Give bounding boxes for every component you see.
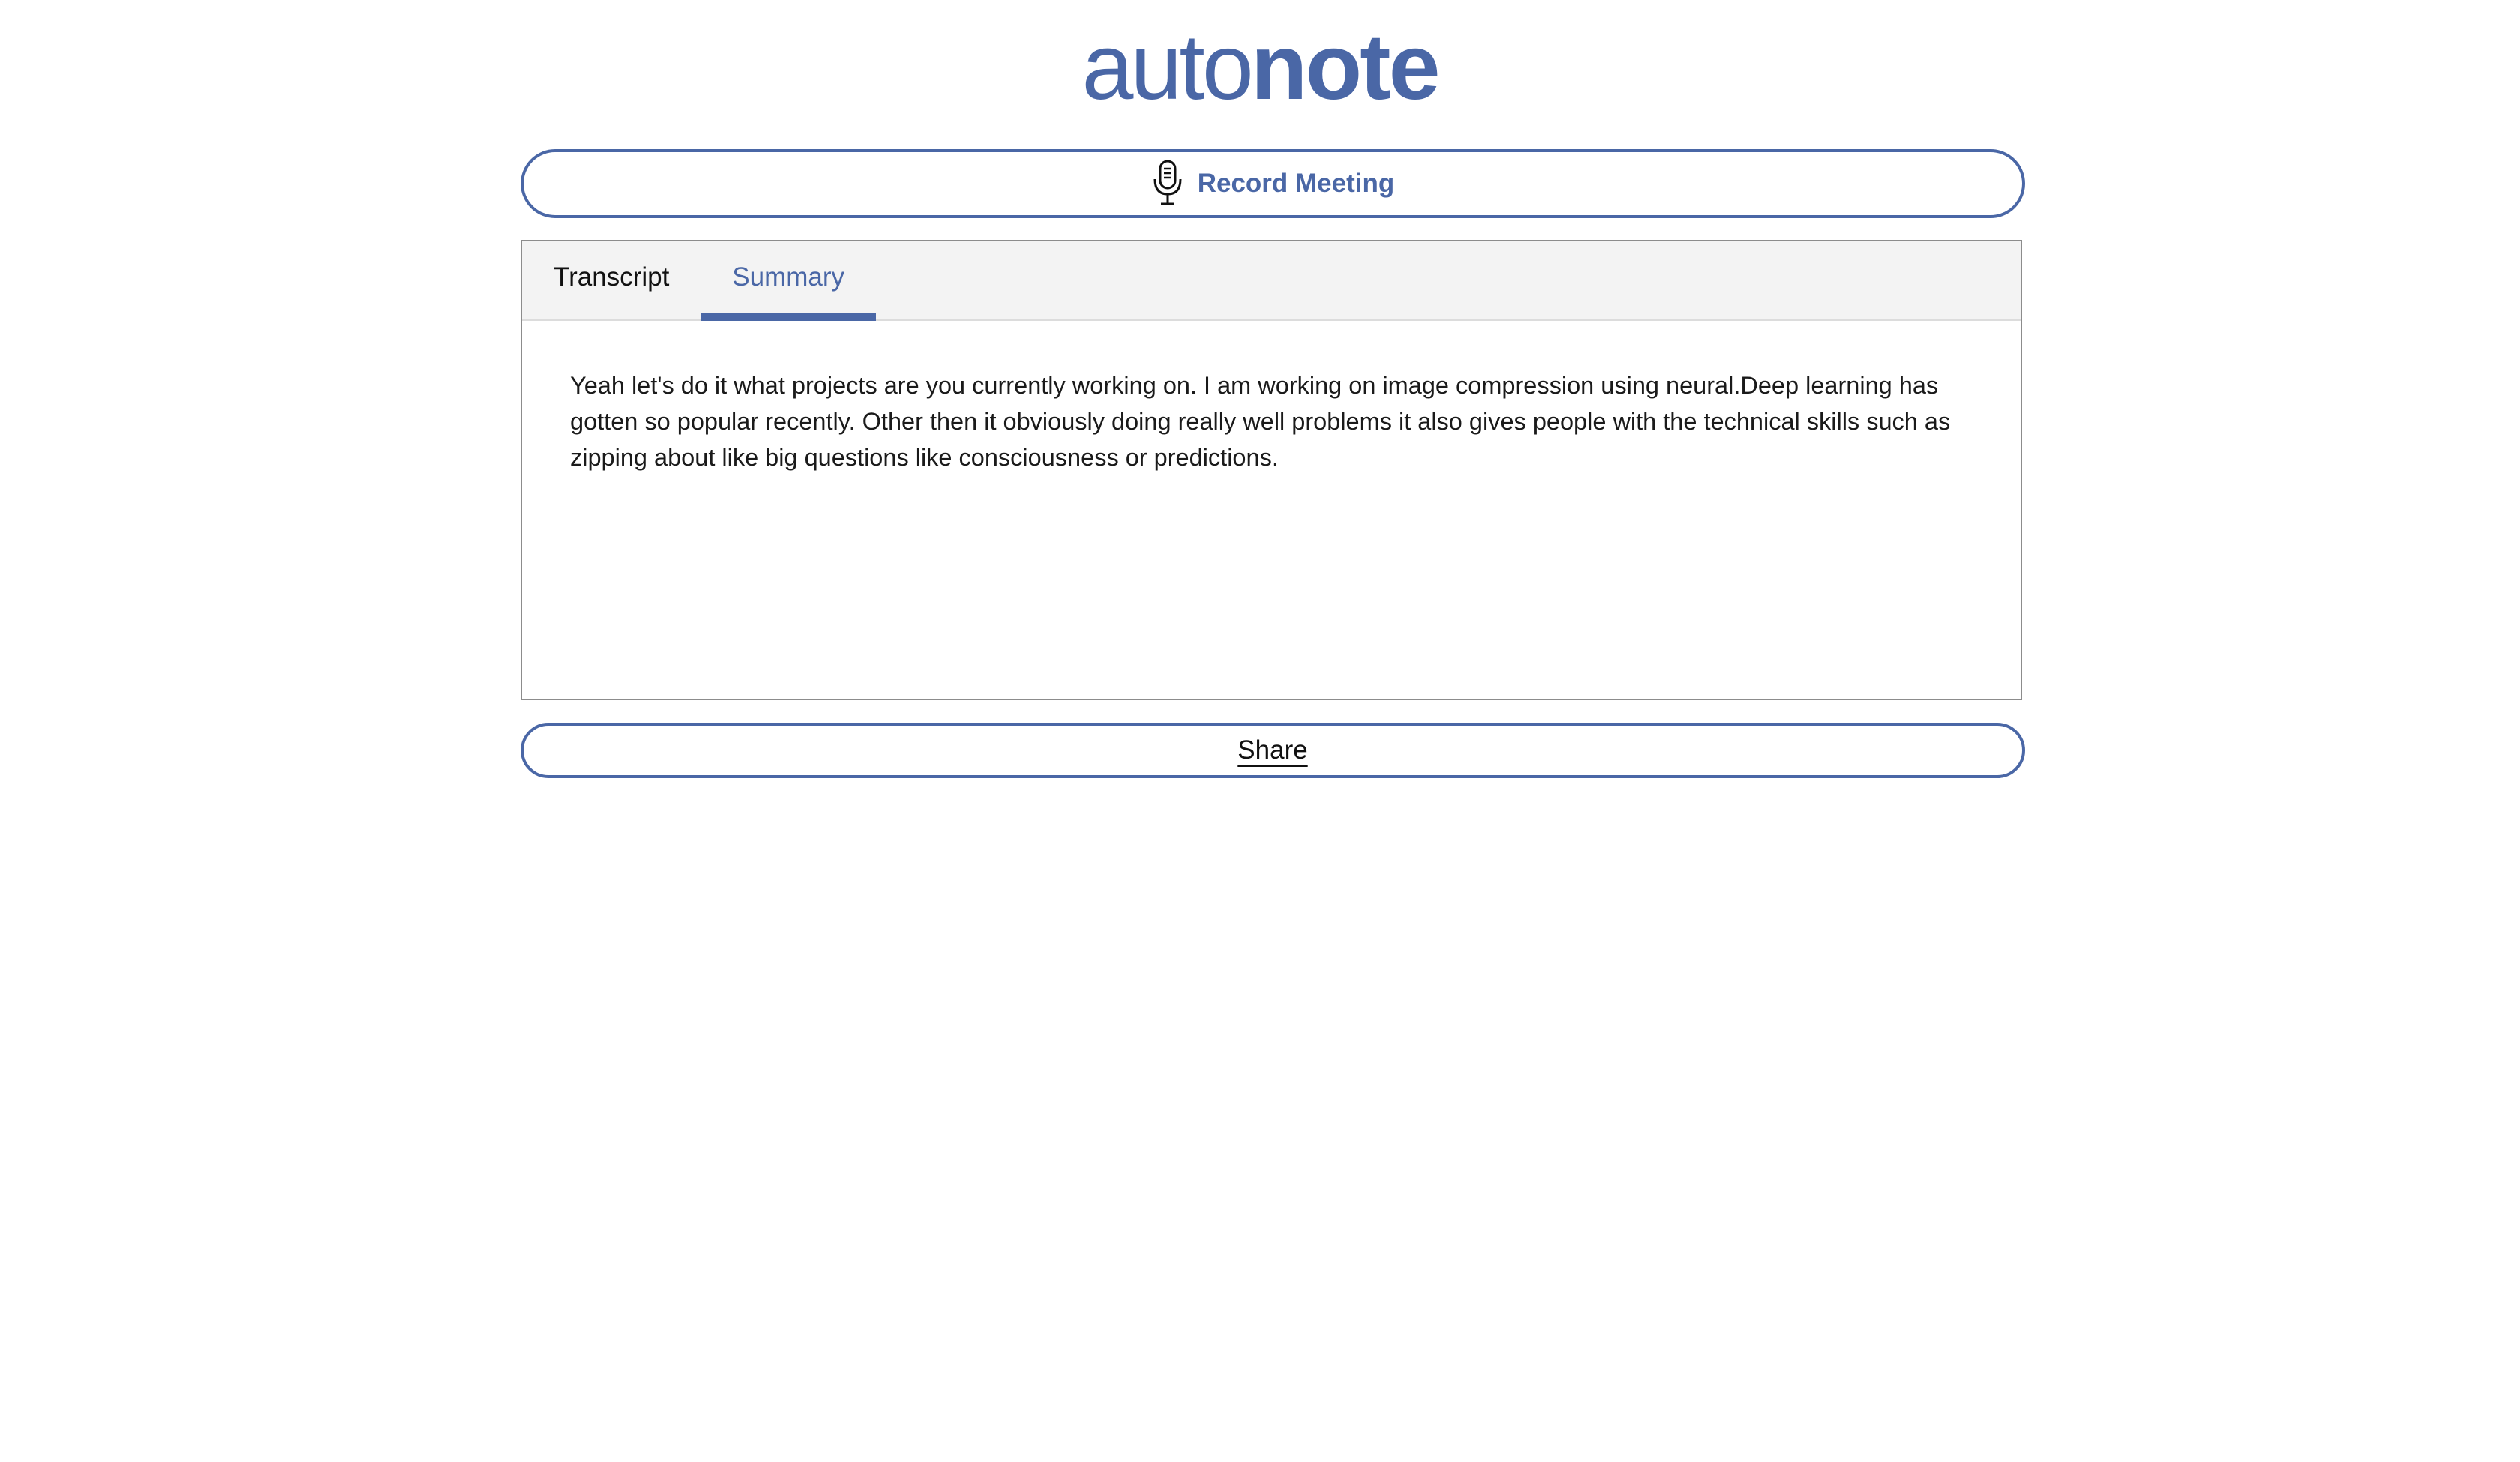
tab-transcript[interactable]: Transcript xyxy=(554,262,670,292)
record-meeting-button[interactable] xyxy=(520,149,2025,218)
microphone-icon xyxy=(1151,160,1184,208)
notes-panel xyxy=(520,240,2022,700)
logo-text-note: note xyxy=(1250,16,1438,119)
record-meeting-label: Record Meeting xyxy=(1197,169,1395,198)
logo-text-auto: auto xyxy=(1082,16,1251,119)
share-button[interactable] xyxy=(520,723,2025,778)
tab-bar xyxy=(522,241,2020,321)
summary-text: Yeah let's do it what projects are you currently working on. I am working on image compression using neural.Deep learning has gotten so popular recently. Other then it obviously doing really well problems it also gives people with the technical skills such as zipping about like big questions like consciousness or predictions. xyxy=(570,372,1951,471)
tab-summary[interactable]: Summary xyxy=(700,241,876,319)
share-label: Share xyxy=(1238,735,1308,765)
app-logo xyxy=(0,15,2520,120)
